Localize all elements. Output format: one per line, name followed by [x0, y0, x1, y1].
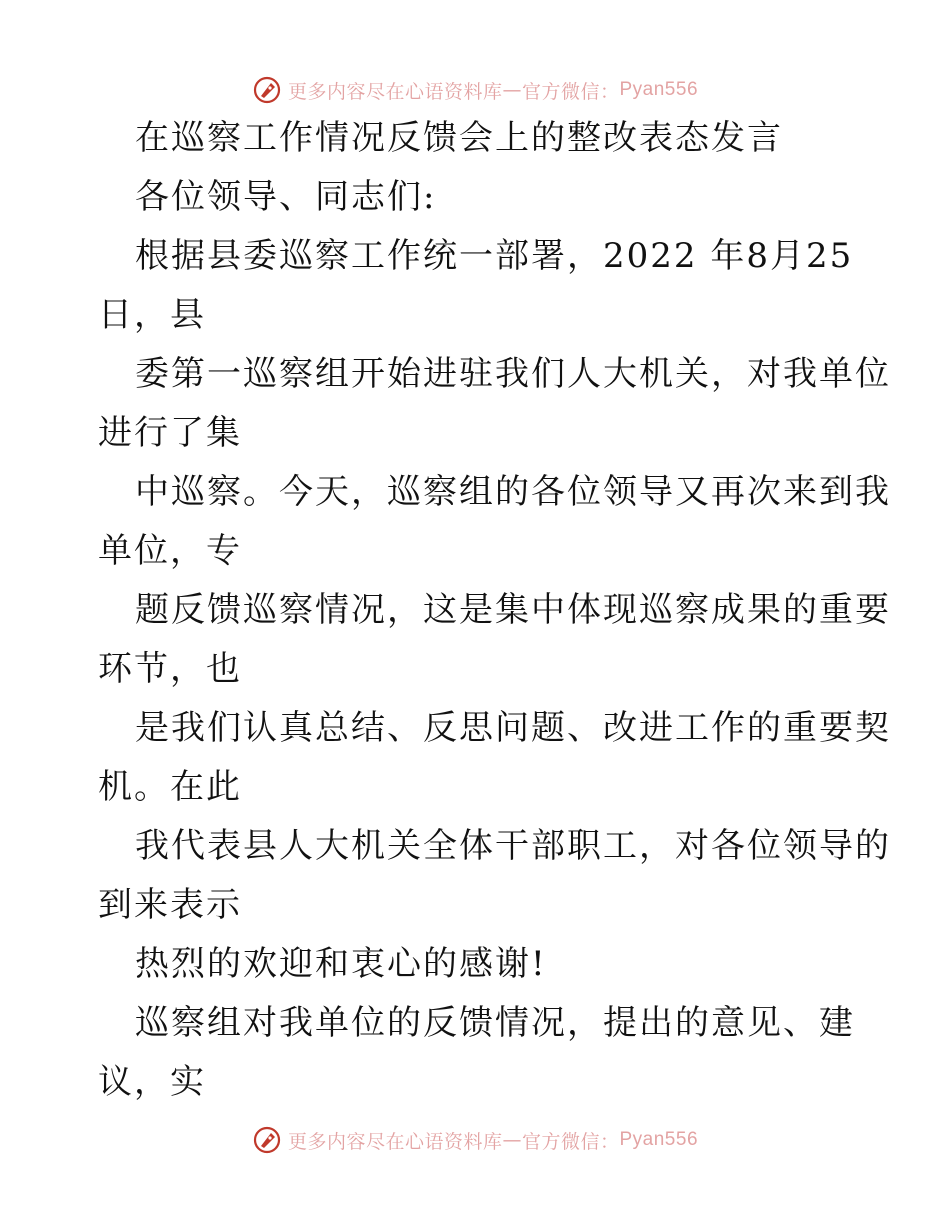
watermark-wechat-label: 官方微信： [521, 1130, 620, 1153]
paragraph-line: 单位，专 [98, 531, 242, 571]
watermark-text: 更多内容尽在心语资料库 [287, 1130, 503, 1153]
paragraph-line: 热烈的欢迎和衷心的感谢! [135, 944, 547, 984]
pen-nib-circle-icon [252, 1125, 282, 1155]
header-watermark [0, 70, 950, 110]
pen-nib-circle-icon [252, 75, 282, 105]
paragraph-line: 日，县 [98, 295, 206, 335]
watermark-wechat-id: Pyan556 [619, 1129, 699, 1150]
watermark-text: 更多内容尽在心语资料库 [287, 80, 503, 103]
paragraph-line: 题反馈巡察情况，这是集中体现巡察成果的重要 [135, 590, 891, 630]
paragraph-line: 委第一巡察组开始进驻我们人大机关，对我单位 [135, 354, 891, 394]
document-title: 在巡察工作情况反馈会上的整改表态发言 [135, 118, 783, 158]
paragraph-line: 巡察组对我单位的反馈情况，提出的意见、建 [135, 1003, 855, 1043]
paragraph-line: 环节，也 [98, 649, 242, 689]
paragraph-line: 机。在此 [98, 767, 242, 807]
watermark-separator: — [502, 79, 522, 101]
footer-watermark [0, 1120, 950, 1160]
paragraph-line: 中巡察。今天，巡察组的各位领导又再次来到我 [135, 472, 891, 512]
watermark-wechat-label: 官方微信： [521, 80, 620, 103]
paragraph-line: 是我们认真总结、反思问题、改进工作的重要契 [135, 708, 891, 748]
paragraph-line: 到来表示 [98, 885, 242, 925]
paragraph-line: 议，实 [98, 1062, 206, 1102]
paragraph-line: 进行了集 [98, 413, 242, 453]
paragraph-line: 根据县委巡察工作统一部署，2022 年8月25 [135, 236, 854, 276]
watermark-wechat-id: Pyan556 [619, 79, 699, 100]
paragraph-line: 我代表县人大机关全体干部职工，对各位领导的 [135, 826, 891, 866]
salutation: 各位领导、同志们: [135, 177, 437, 217]
watermark-separator: — [502, 1129, 522, 1151]
